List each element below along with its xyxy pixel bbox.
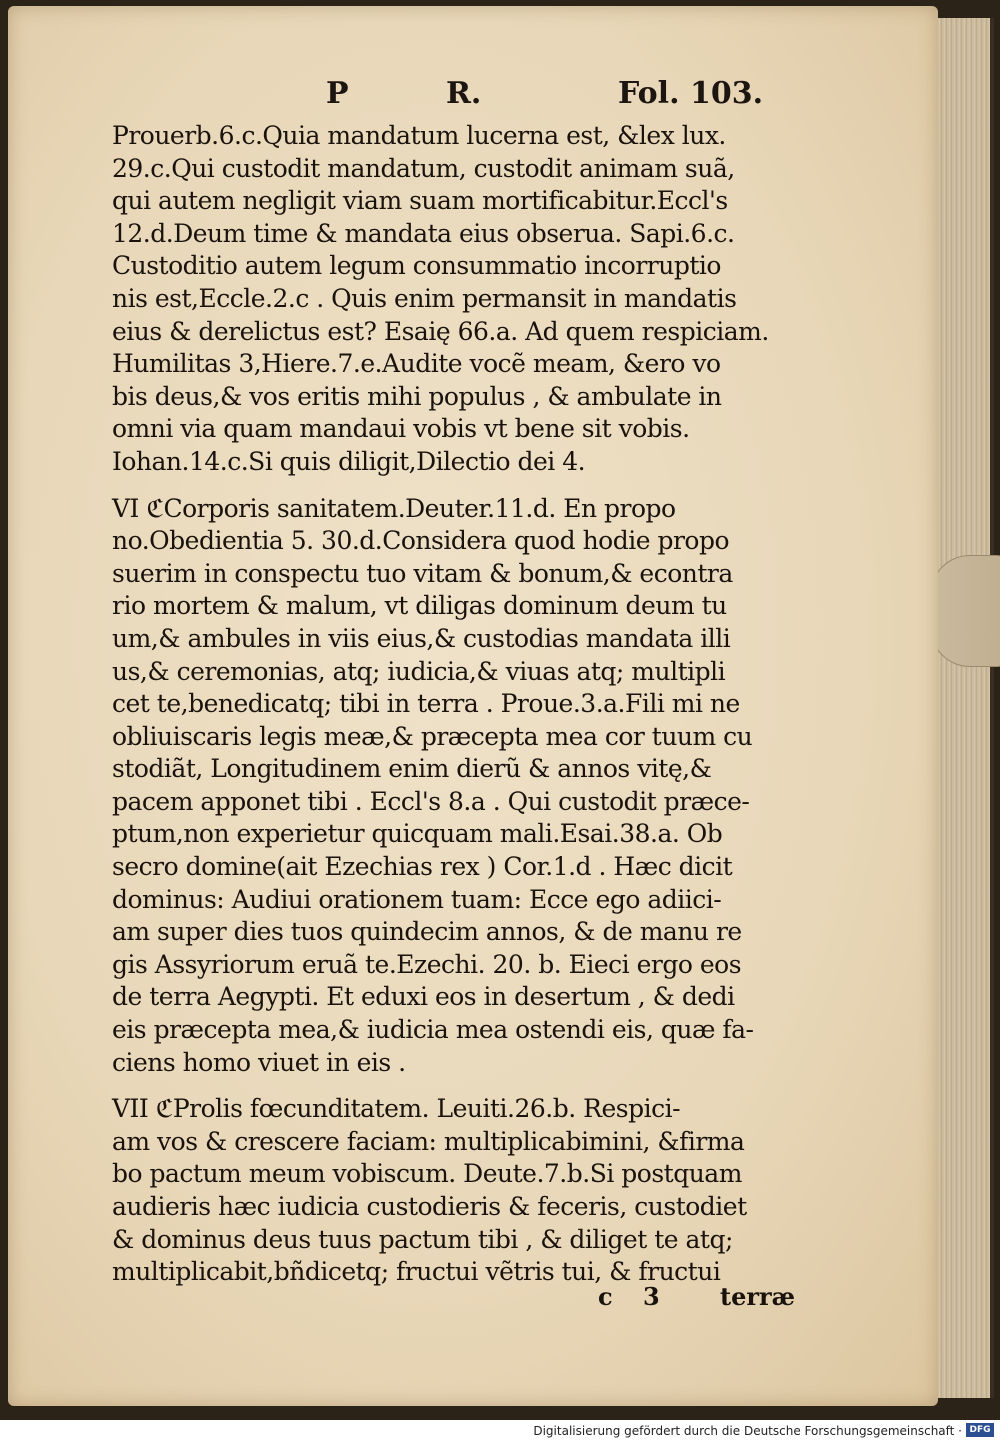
text-line: omni via quam mandaui vobis vt bene sit vobis. [112,414,690,444]
paper-page [8,6,938,1406]
header-left: P [326,76,349,111]
text-line: VII ℭProlis fœcunditatem. Leuiti.26.b. Respici- [112,1094,681,1124]
text-line: 29.c.Qui custodit mandatum, custodit animam suã, [112,153,735,183]
header-center: R. [446,76,482,111]
text-line: rio mortem & malum, vt diligas dominum deum tu [112,591,727,621]
text-line: suerim in conspectu tuo vitam & bonum,& econtra [112,558,733,588]
text-line: VI ℭCorporis sanitatem.Deuter.11.d. En propo [112,493,676,523]
text-line: stodiãt, Longitudinem enim dierũ & annos vitę,& [112,754,712,784]
text-line: Custoditio autem legum consummatio incorruptio [112,251,721,281]
signature-number: 3 [643,1282,660,1311]
text-line: & dominus deus tuus pactum tibi , & diliget te atq; [112,1224,733,1254]
funding-credit: Digitalisierung gefördert durch die Deutsche Forschungsgemeinschaft · [533,1424,962,1438]
text-line: no.Obedientia 5. 30.d.Considera quod hodie propo [112,526,730,556]
text-line: eis præcepta mea,& iudicia mea ostendi eis, quæ fa- [112,1015,754,1045]
text-line: Humilitas 3,Hiere.7.e.Audite vocẽ meam, &ero vo [112,349,721,379]
text-line: am vos & crescere faciam: multiplicabimini, &firma [112,1126,745,1156]
text-line: cet te,benedicatq; tibi in terra . Proue.3.a.Fili mi ne [112,689,740,719]
text-line: multiplicabit,bñdicetq; fructui vẽtris tui, & fructui [112,1257,721,1287]
text-line: um,& ambules in viis eius,& custodias mandata illi [112,623,731,653]
text-line: ptum,non experietur quicquam mali.Esai.38.a. Ob [112,819,723,849]
text-line: de terra Aegypti. Et eduxi eos in desertum , & dedi [112,982,735,1012]
text-line: us,& ceremonias, atq; iudicia,& viuas atq; multipli [112,656,726,686]
page-edges [938,18,994,1398]
paragraph-gap [112,1079,802,1093]
text-line: eius & derelictus est? Esaię 66.a. Ad quem respiciam. [112,316,769,346]
text-line: am super dies tuos quindecim annos, & de manu re [112,917,742,947]
text-line: pacem apponet tibi . Eccl's 8.a . Qui custodit præce- [112,786,750,816]
paragraph-2 [112,493,802,1080]
book-clasp [930,555,1000,667]
signature-mark: c [598,1282,613,1311]
running-header [8,76,938,116]
text-line: bo pactum meum vobiscum. Deute.7.b.Si postquam [112,1159,742,1189]
text-line: audieris hæc iudicia custodieris & feceris, custodiet [112,1192,747,1221]
text-line: ciens homo viuet in eis . [112,1047,406,1077]
catchword: terræ [720,1282,796,1311]
text-line: nis est,Eccle.2.c . Quis enim permansit in mandatis [112,283,737,313]
text-line: Iohan.14.c.Si quis diligit,Dilectio dei 4. [112,446,586,476]
page-footer [8,1282,938,1318]
paragraph-1 [112,120,802,479]
text-line: secro domine(ait Ezechias rex ) Cor.1.d . Hæc dicit [112,852,733,882]
text-line: Prouerb.6.c.Quia mandatum lucerna est, &lex lux. [112,121,726,150]
dfg-logo-icon: DFG [966,1423,994,1437]
credit-bar [0,1420,1000,1442]
folio-number: Fol. 103. [618,76,764,111]
text-line: bis deus,& vos eritis mihi populus , & ambulate in [112,381,722,411]
text-line: gis Assyriorum eruã te.Ezechi. 20. b. Eieci ergo eos [112,949,742,979]
paragraph-3 [112,1093,802,1289]
text-line: dominus: Audiui orationem tuam: Ecce ego adiici- [112,884,722,914]
text-line: 12.d.Deum time & mandata eius obserua. Sapi.6.c. [112,218,735,248]
text-line: obliuiscaris legis meæ,& præcepta mea cor tuum cu [112,721,753,751]
body-text [112,120,802,1289]
paragraph-gap [112,479,802,493]
text-line: qui autem negligit viam suam mortificabitur.Eccl's [112,186,728,216]
